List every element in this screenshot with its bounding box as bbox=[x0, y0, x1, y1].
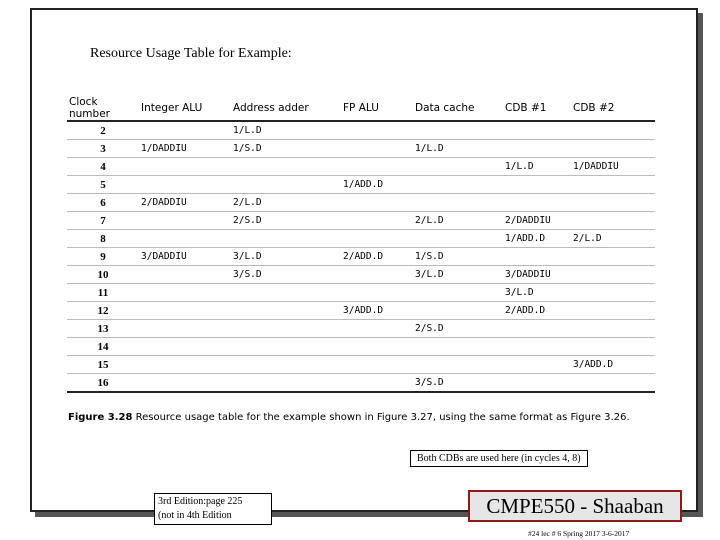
table-cell bbox=[571, 121, 655, 140]
table-cell bbox=[139, 320, 231, 338]
clock-number-cell: 14 bbox=[67, 338, 139, 356]
column-header: Clock number bbox=[67, 96, 139, 121]
table-cell: 3/L.D bbox=[503, 284, 571, 302]
table-cell: 2/L.D bbox=[413, 212, 503, 230]
table-cell: 2/S.D bbox=[231, 212, 341, 230]
table-row bbox=[67, 266, 655, 284]
table-cell: 3/DADDIU bbox=[139, 248, 231, 266]
table-cell bbox=[503, 338, 571, 356]
edition-line-2: (not in 4th Edition bbox=[158, 510, 232, 521]
clock-number-cell: 15 bbox=[67, 356, 139, 374]
table-row bbox=[67, 356, 655, 374]
table-cell bbox=[231, 356, 341, 374]
table-cell: 2/DADDIU bbox=[139, 194, 231, 212]
table-cell bbox=[503, 248, 571, 266]
table-cell bbox=[341, 158, 413, 176]
table-cell: 1/ADD.D bbox=[503, 230, 571, 248]
table-cell bbox=[341, 284, 413, 302]
table-row bbox=[67, 158, 655, 176]
table-row bbox=[67, 140, 655, 158]
edition-note bbox=[154, 493, 272, 525]
table-cell bbox=[231, 158, 341, 176]
table-cell bbox=[571, 302, 655, 320]
clock-number-cell: 6 bbox=[67, 194, 139, 212]
clock-number-cell: 7 bbox=[67, 212, 139, 230]
table-cell bbox=[231, 176, 341, 194]
table-cell bbox=[341, 230, 413, 248]
table-cell: 3/DADDIU bbox=[503, 266, 571, 284]
table-row bbox=[67, 284, 655, 302]
table-cell bbox=[139, 121, 231, 140]
table-cell bbox=[413, 194, 503, 212]
table-cell: 1/L.D bbox=[231, 121, 341, 140]
resource-usage-table bbox=[67, 96, 655, 393]
table-cell: 3/L.D bbox=[231, 248, 341, 266]
table-cell: 1/DADDIU bbox=[571, 158, 655, 176]
clock-number-cell: 13 bbox=[67, 320, 139, 338]
table-cell bbox=[503, 320, 571, 338]
table-cell bbox=[341, 121, 413, 140]
course-brand: CMPE550 - Shaaban bbox=[468, 490, 682, 522]
table-cell bbox=[231, 320, 341, 338]
table-cell bbox=[571, 140, 655, 158]
table-row bbox=[67, 194, 655, 212]
slide-title: Resource Usage Table for Example: bbox=[90, 46, 292, 61]
clock-number-cell: 8 bbox=[67, 230, 139, 248]
table-cell bbox=[413, 284, 503, 302]
table-cell bbox=[413, 338, 503, 356]
table-cell: 2/S.D bbox=[413, 320, 503, 338]
table-header-row bbox=[67, 96, 655, 121]
table-cell bbox=[139, 338, 231, 356]
edition-line-1: 3rd Edition:page 225 bbox=[158, 496, 243, 507]
slide-footer: #24 lec # 6 Spring 2017 3-6-2017 bbox=[528, 529, 630, 538]
table-cell bbox=[139, 212, 231, 230]
table-cell: 3/ADD.D bbox=[341, 302, 413, 320]
table-cell: 1/L.D bbox=[413, 140, 503, 158]
table-cell bbox=[139, 266, 231, 284]
table-cell bbox=[503, 374, 571, 393]
table-cell bbox=[139, 374, 231, 393]
table-cell bbox=[341, 194, 413, 212]
table-cell bbox=[503, 176, 571, 194]
table-cell: 2/ADD.D bbox=[503, 302, 571, 320]
table-cell: 3/L.D bbox=[413, 266, 503, 284]
table-row bbox=[67, 176, 655, 194]
table-cell bbox=[571, 248, 655, 266]
column-header: CDB #2 bbox=[571, 96, 655, 121]
table-cell bbox=[341, 338, 413, 356]
table-cell: 2/ADD.D bbox=[341, 248, 413, 266]
cdb-note: Both CDBs are used here (in cycles 4, 8) bbox=[410, 450, 588, 467]
column-header: CDB #1 bbox=[503, 96, 571, 121]
table-cell bbox=[571, 194, 655, 212]
table-row bbox=[67, 374, 655, 393]
table-row bbox=[67, 121, 655, 140]
table-cell: 3/ADD.D bbox=[571, 356, 655, 374]
table-body bbox=[67, 121, 655, 392]
table-cell bbox=[341, 212, 413, 230]
table-cell: 1/S.D bbox=[231, 140, 341, 158]
table-row bbox=[67, 338, 655, 356]
table-row bbox=[67, 212, 655, 230]
table-cell bbox=[231, 284, 341, 302]
table-cell bbox=[139, 230, 231, 248]
table-cell bbox=[139, 302, 231, 320]
table-row bbox=[67, 302, 655, 320]
table-cell bbox=[571, 338, 655, 356]
table-cell bbox=[139, 284, 231, 302]
table-cell bbox=[341, 356, 413, 374]
table-cell bbox=[571, 374, 655, 393]
clock-number-cell: 16 bbox=[67, 374, 139, 393]
table-cell: 1/ADD.D bbox=[341, 176, 413, 194]
table-cell: 2/DADDIU bbox=[503, 212, 571, 230]
table-cell bbox=[413, 302, 503, 320]
table-cell bbox=[503, 356, 571, 374]
table-cell bbox=[413, 356, 503, 374]
clock-number-cell: 11 bbox=[67, 284, 139, 302]
table-cell bbox=[503, 140, 571, 158]
table-cell: 3/S.D bbox=[231, 266, 341, 284]
column-header: Address adder bbox=[231, 96, 341, 121]
table-cell bbox=[413, 121, 503, 140]
column-header: Data cache bbox=[413, 96, 503, 121]
table-cell bbox=[413, 230, 503, 248]
clock-number-cell: 9 bbox=[67, 248, 139, 266]
table-cell: 2/L.D bbox=[231, 194, 341, 212]
table-cell: 3/S.D bbox=[413, 374, 503, 393]
table-cell bbox=[413, 176, 503, 194]
table-cell: 1/DADDIU bbox=[139, 140, 231, 158]
table-row bbox=[67, 230, 655, 248]
table-cell bbox=[139, 176, 231, 194]
table-cell bbox=[571, 284, 655, 302]
figure-caption bbox=[68, 412, 668, 423]
table-cell bbox=[503, 194, 571, 212]
clock-number-cell: 5 bbox=[67, 176, 139, 194]
table-row bbox=[67, 320, 655, 338]
table-cell bbox=[503, 121, 571, 140]
table-cell bbox=[571, 266, 655, 284]
table-cell bbox=[571, 176, 655, 194]
figure-caption-text: Resource usage table for the example shown in Figure 3.27, using the same format as Figure 3.26. bbox=[135, 412, 630, 423]
table-cell bbox=[571, 212, 655, 230]
table-cell bbox=[341, 374, 413, 393]
table-cell bbox=[571, 320, 655, 338]
table-cell bbox=[341, 320, 413, 338]
table-cell bbox=[231, 302, 341, 320]
table-row bbox=[67, 248, 655, 266]
table-cell: 1/L.D bbox=[503, 158, 571, 176]
clock-number-cell: 12 bbox=[67, 302, 139, 320]
table-cell: 2/L.D bbox=[571, 230, 655, 248]
clock-number-cell: 10 bbox=[67, 266, 139, 284]
table-cell bbox=[341, 140, 413, 158]
table-cell bbox=[231, 230, 341, 248]
table-cell bbox=[231, 338, 341, 356]
table-cell bbox=[231, 374, 341, 393]
table-cell bbox=[341, 266, 413, 284]
table-cell bbox=[413, 158, 503, 176]
table-cell bbox=[139, 356, 231, 374]
clock-number-cell: 2 bbox=[67, 121, 139, 140]
column-header: FP ALU bbox=[341, 96, 413, 121]
column-header: Integer ALU bbox=[139, 96, 231, 121]
table-cell bbox=[139, 158, 231, 176]
clock-number-cell: 4 bbox=[67, 158, 139, 176]
table-cell: 1/S.D bbox=[413, 248, 503, 266]
clock-number-cell: 3 bbox=[67, 140, 139, 158]
figure-label: Figure 3.28 bbox=[68, 412, 133, 423]
